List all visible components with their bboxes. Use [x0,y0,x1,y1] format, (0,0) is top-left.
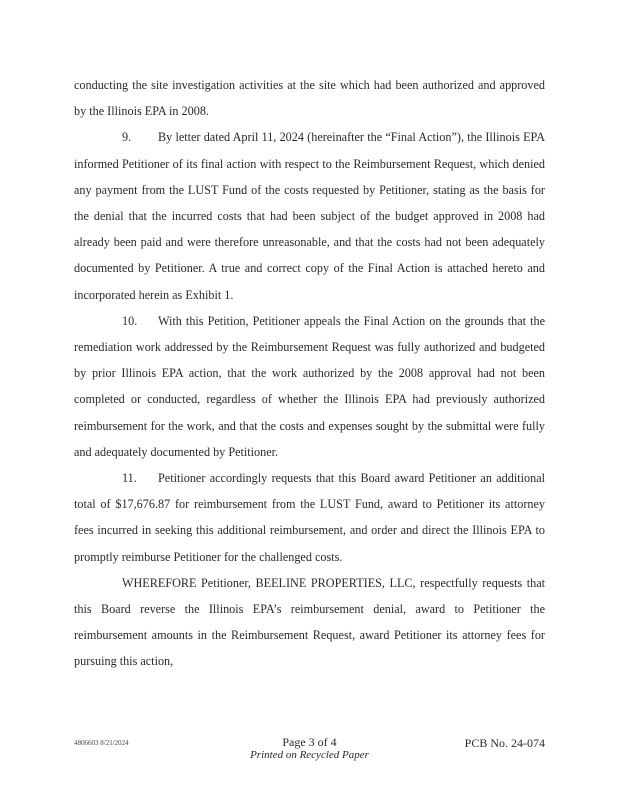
paragraph-number: 10. [122,313,138,328]
paragraph-text: By letter dated April 11, 2024 (hereinafter the “Final Action”), the Illinois EPA informed Petitioner of its final action with respect to the Reimbursement Request, which denied any payment from the LUST Fund of the costs requested by Petitioner, stating as the basis for the denial that the incurred costs that had been subject of the budget approved in 2008 had already been paid and were therefore unreasonable, and that the costs had not been adequately documented by Petitioner. A true and correct copy of the Final Action is attached hereto and incorporated herein as Exhibit 1. [74,130,545,302]
footer-recycled-note: Printed on Recycled Paper [250,749,369,761]
page-footer [74,736,545,776]
paragraph-text: conducting the site investigation activities at the site which had been authorized and approved by the Illinois EPA in 2008. [74,78,545,119]
footer-case-number: PCB No. 24-074 [464,736,545,750]
document-body [74,72,545,675]
paragraph-number: 9. [122,130,132,145]
paragraph-continuation [74,72,545,124]
paragraph-text: WHEREFORE Petitioner, BEELINE PROPERTIES, LLC, respectfully requests that this Board reverse the Illinois EPA’s reimbursement denial, award to Petitioner the reimbursement amounts in the Reimbursement Request, award Petitioner its attorney fees for pursuing this action, [74,575,545,669]
paragraph-number: 11. [122,471,137,486]
footer-doc-id: 4806603 8/21/2024 [74,739,129,747]
paragraph-wherefore [74,570,545,675]
footer-page-number: Page 3 of 4 [282,735,337,749]
paragraph-10 [74,308,545,465]
paragraph-11 [74,465,545,570]
paragraph-text: Petitioner accordingly requests that this Board award Petitioner an additional total of $17,676.87 for reimbursement from the LUST Fund, award to Petitioner its attorney fees incurred in seeking this additional reimbursement, and order and direct the Illinois EPA to promptly reimburse Petitioner for the challenged costs. [74,471,545,564]
paragraph-9 [74,124,545,307]
paragraph-text: With this Petition, Petitioner appeals the Final Action on the grounds that the remediation work addressed by the Reimbursement Request was fully authorized and budgeted by prior Illinois EPA action, that the work authorized by the 2008 approval had not been completed or conducted, regardless of whether the Illinois EPA had previously authorized reimbursement for the work, and that the costs and expenses sought by the submittal were fully and adequately documented by Petitioner. [74,313,545,459]
